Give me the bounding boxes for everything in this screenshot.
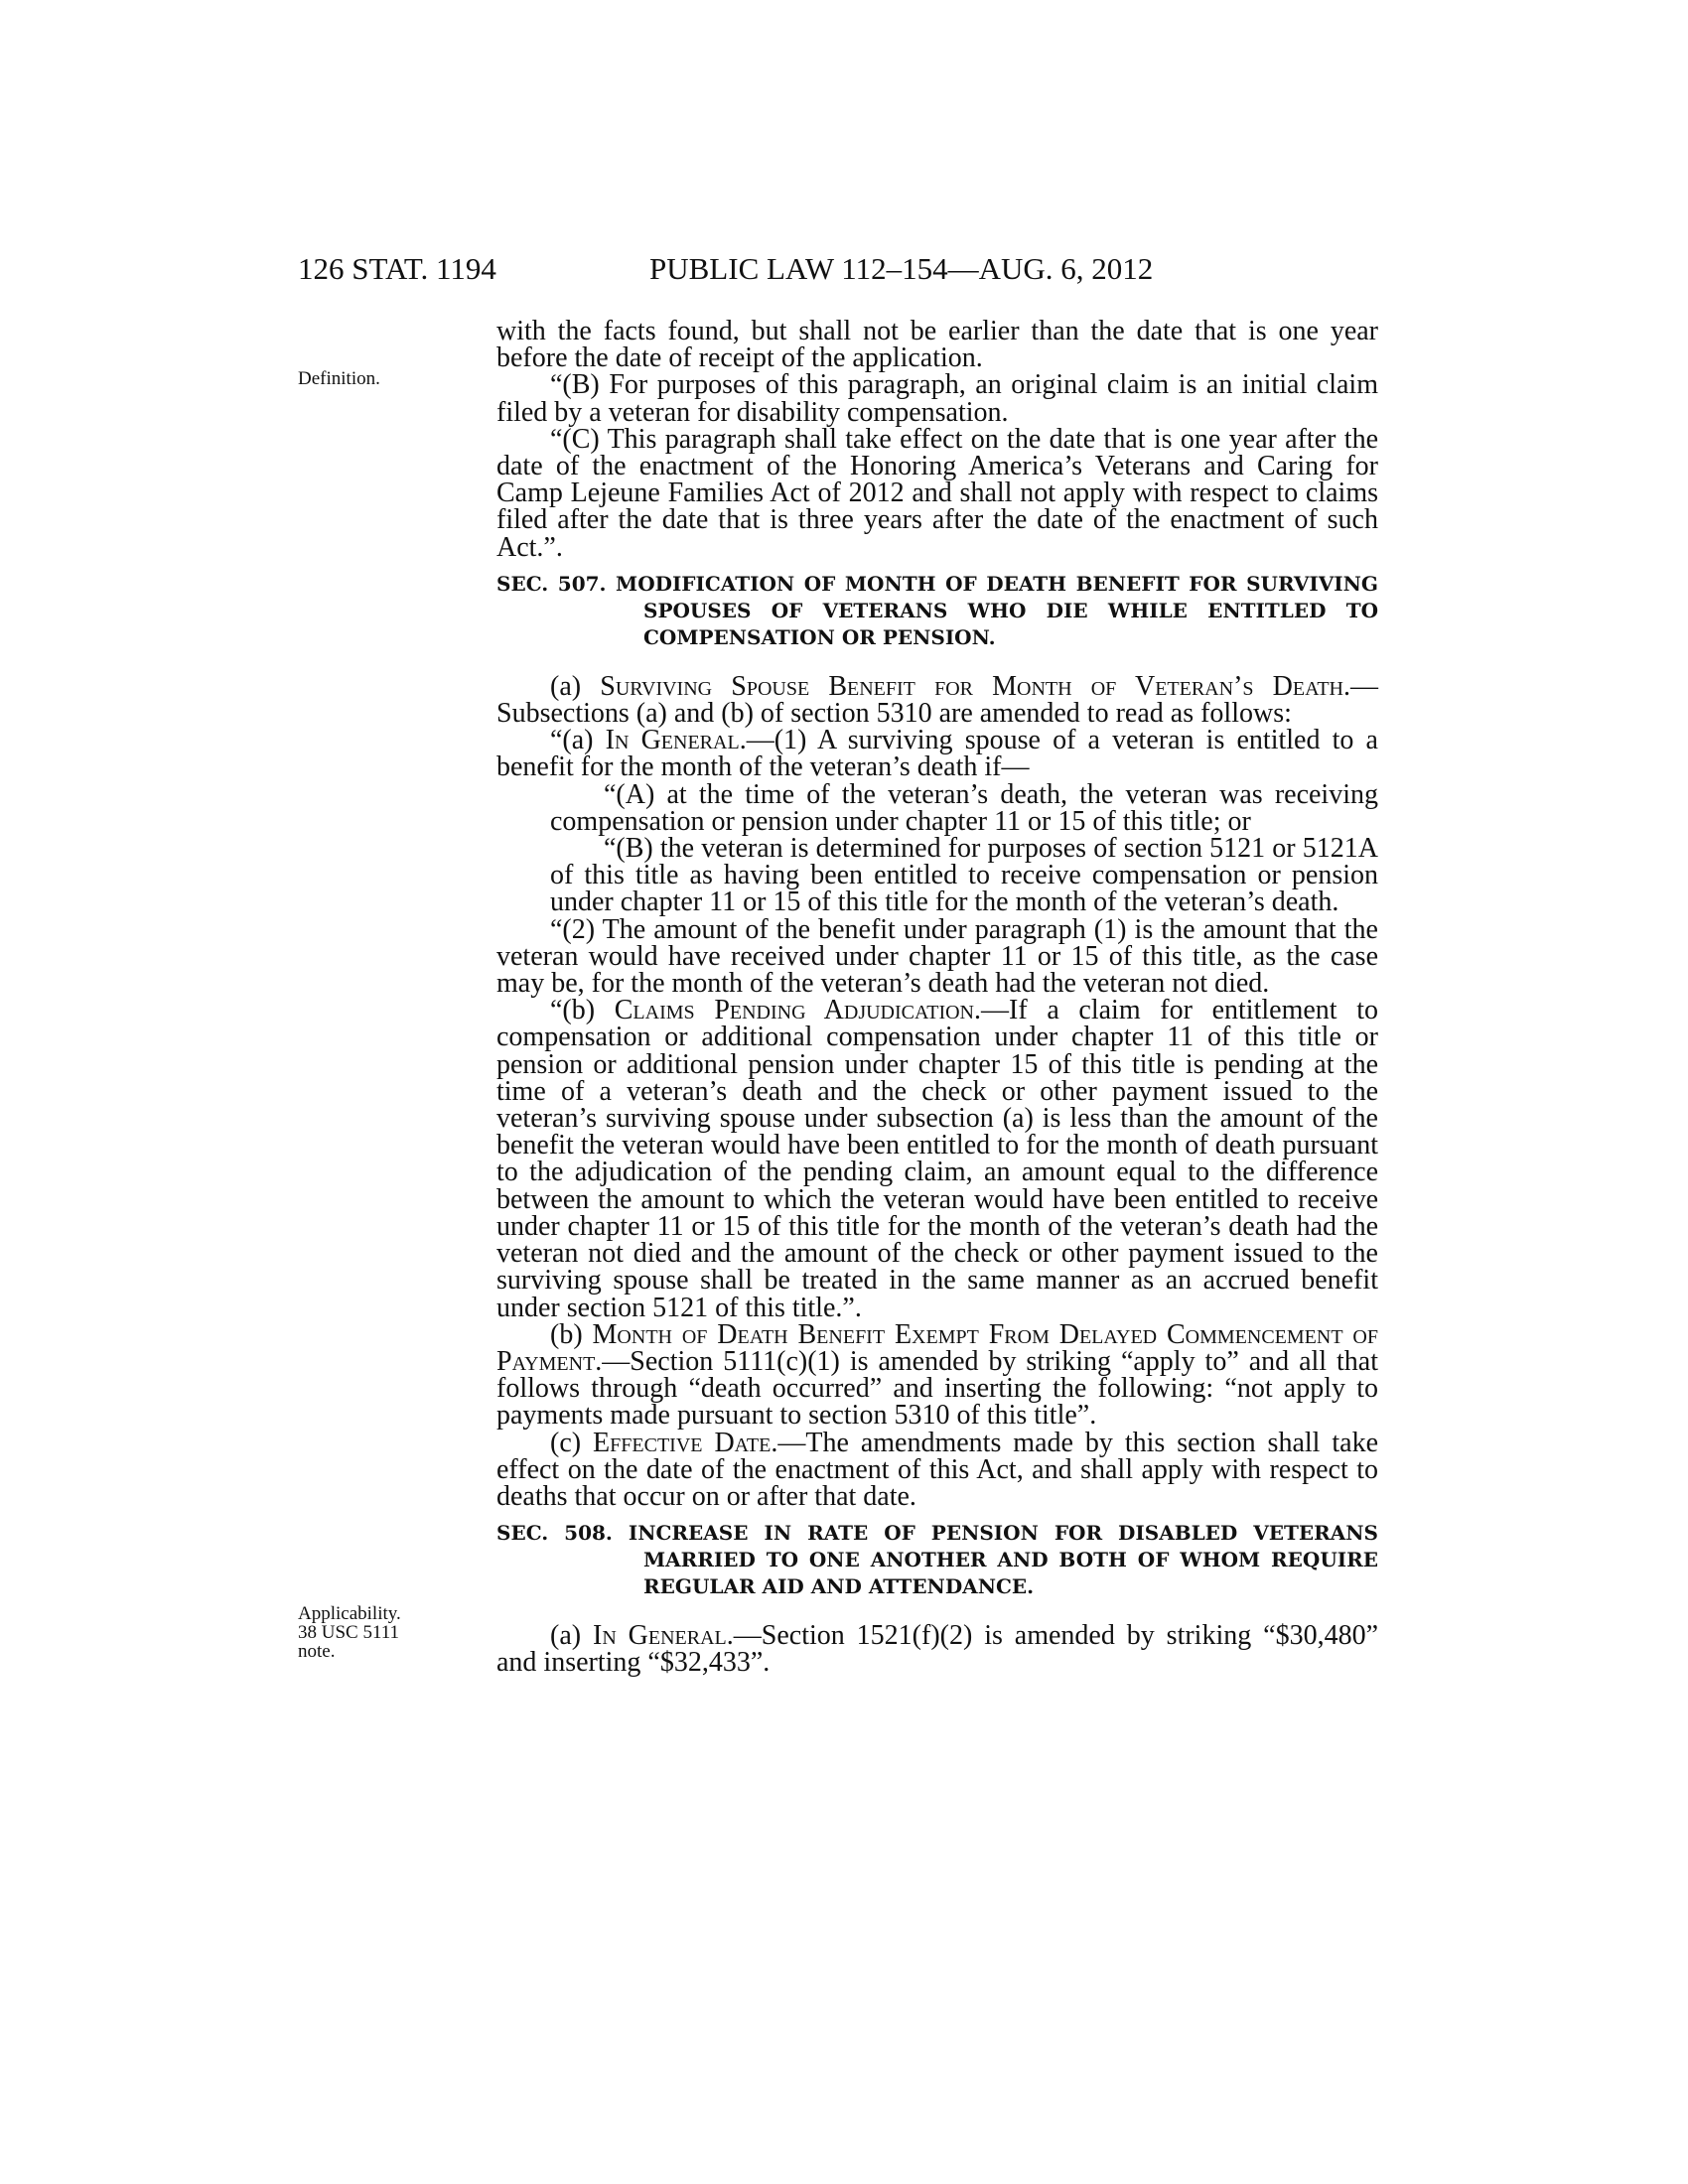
paragraph: with the facts found, but shall not be earlier than the date that is one year before the date of receipt of the application. bbox=[496, 316, 1378, 374]
paragraph: “(C) This paragraph shall take effect on the date that is one year after the date of the enactment of the Honoring America’s Veterans and Caring for Camp Lejeune Families Act of 2012 and shall not apply with respect to claims filed after the date that is three years after the date of the enactment of such Act.”. bbox=[496, 423, 1378, 563]
section-heading-508: SEC. 508. INCREASE IN RATE OF PENSION FOR DISABLED VETERANS MARRIED TO ONE ANOTHER AND BOTH OF WHOM REQUIRE REGULAR AID AND ATTENDANCE. bbox=[496, 1521, 1378, 1599]
subsection-heading: Claims Pending Adjudication bbox=[614, 995, 974, 1026]
page-header bbox=[298, 251, 1390, 291]
stat-page-number: 126 STAT. 1194 bbox=[298, 251, 496, 286]
public-law-citation: PUBLIC LAW 112–154—AUG. 6, 2012 bbox=[649, 251, 1154, 286]
document-body bbox=[496, 318, 1378, 1677]
paragraph: “(B) the veteran is determined for purposes of section 5121 or 5121A of this title as having been entitled to receive compensation or pension under chapter 11 or 15 of this title for the month of the veteran’s death. bbox=[550, 833, 1378, 918]
paragraph: “(2) The amount of the benefit under paragraph (1) is the amount that the veteran would have received under chapter 11 or 15 of this title, as the case may be, for the month of the veteran’s death had the veteran not died. bbox=[496, 913, 1378, 1000]
subsection-heading: In General bbox=[593, 1620, 727, 1652]
paragraph: (a) Surviving Spouse Benefit for Month of Veteran’s Death.—Subsections (a) and (b) of section 5310 are amended to read as follows: bbox=[496, 670, 1378, 730]
subsection-heading: Effective Date bbox=[593, 1427, 772, 1458]
margin-note-line: note. bbox=[298, 1641, 336, 1662]
paragraph: “(A) at the time of the veteran’s death, the veteran was receiving compensation or pension under chapter 11 or 15 of this title; or bbox=[550, 778, 1378, 837]
paragraph: “(a) In General.—(1) A surviving spouse of a veteran is entitled to a benefit for the month of the veteran’s death if— bbox=[496, 725, 1378, 783]
margin-note-line: 38 USC 5111 bbox=[298, 1622, 400, 1643]
subsection-heading: Month of Death Benefit Exempt From Delayed Commencement of Payment bbox=[496, 1318, 1378, 1377]
margin-note-line: Applicability. bbox=[298, 1603, 401, 1624]
paragraph: “(B) For purposes of this paragraph, an original claim is an initial claim filed by a veteran for disability compensation. bbox=[496, 369, 1378, 428]
paragraph: (a) In General.—Section 1521(f)(2) is amended by striking “$30,480” and inserting “$32,433”. bbox=[496, 1620, 1379, 1679]
margin-note-definition: Definition. bbox=[298, 368, 380, 389]
margin-note-applicability bbox=[298, 1604, 437, 1661]
paragraph: (c) Effective Date.—The amendments made by this section shall take effect on the date of the enactment of this Act, and shall apply with respect to deaths that occur on or after that date. bbox=[496, 1427, 1379, 1512]
section-heading-507: SEC. 507. MODIFICATION OF MONTH OF DEATH BENEFIT FOR SURVIVING SPOUSES OF VETERANS WHO DIE WHILE ENTITLED TO COMPENSATION OR PENSION. bbox=[496, 571, 1378, 649]
subsection-heading: Surviving Spouse Benefit for Month of Veteran’s Death bbox=[600, 670, 1343, 702]
subsection-heading: In General bbox=[605, 725, 740, 756]
paragraph: (b) Month of Death Benefit Exempt From Delayed Commencement of Payment.—Section 5111(c)(1) is amended by striking “apply to” and all that follows through “death occurred” and inserting the following: “not apply to payments made pursuant to section 5310 of this title”. bbox=[496, 1318, 1378, 1432]
paragraph: “(b) Claims Pending Adjudication.—If a claim for entitlement to compensation or additional compensation under chapter 11 of this title or pension or additional pension under chapter 15 of this title is pending at the time of a veteran’s death and the check or other payment issued to the veteran’s surviving spouse under subsection (a) is less than the amount of the benefit the veteran would have been entitled to for the month of death pursuant to the adjudication of the pending claim, an amount equal to the difference between the amount to which the veteran would have been entitled to receive under chapter 11 or 15 of this title for the month of the veteran’s death had the veteran not died and the amount of the check or other payment issued to the surviving spouse shall be treated in the same manner as an accrued benefit under section 5121 of this title.”. bbox=[496, 995, 1379, 1323]
